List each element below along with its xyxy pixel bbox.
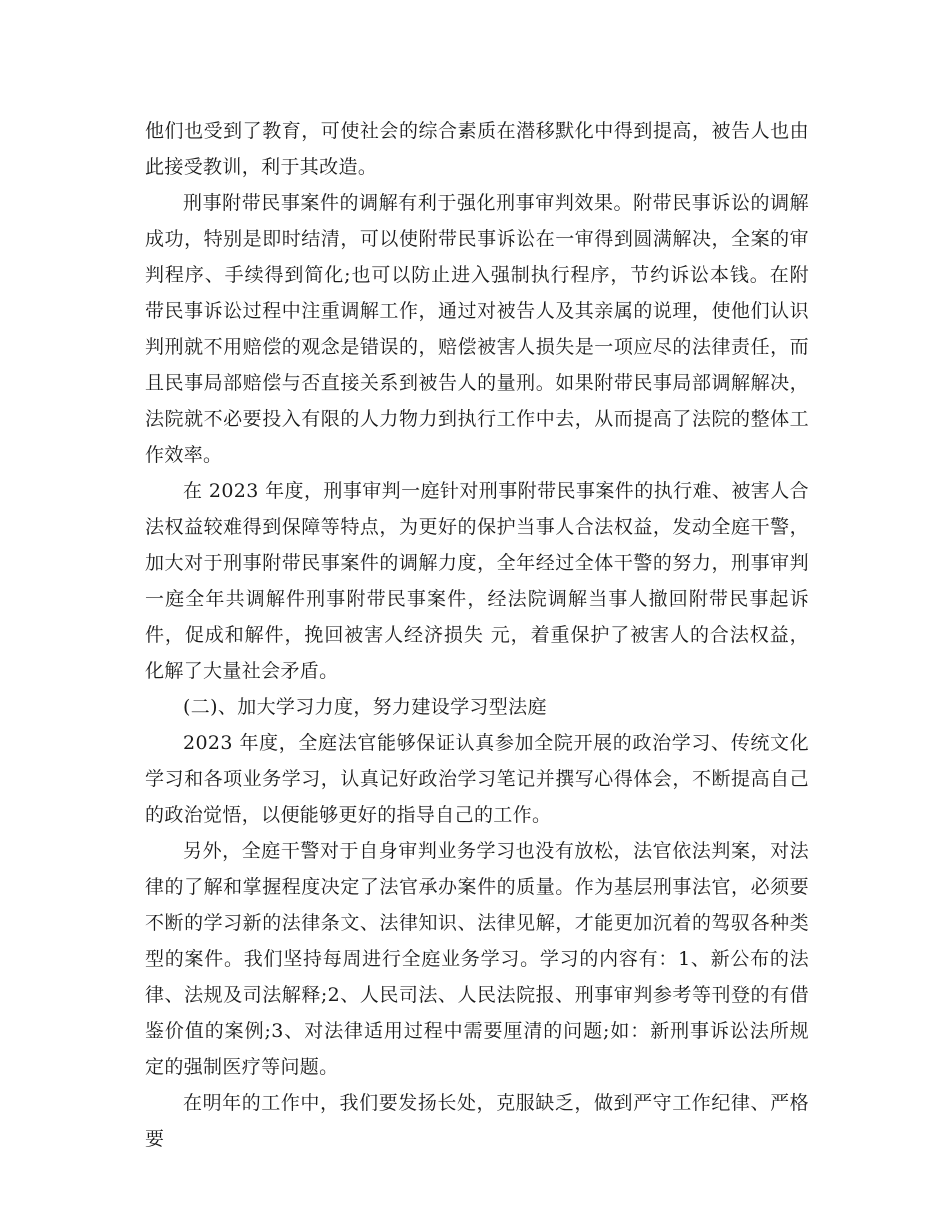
paragraph-business-study: 另外，全庭干警对于自身审判业务学习也没有放松，法官依法判案，对法律的了解和掌握程度决定了法官承办案件的质量。作为基层刑事法官，必须要不断的学习新的法律条文、法律知识、法律见解，才能更加沉着的驾驭各种类型的案件。我们坚持每周进行全庭业务学习。学习的内容有：1、新公布的法律、法规及司法解释;2、人民司法、人民法院报、刑事审判参考等刊登的有借鉴价值的案例;3、对法律适用过程中需要厘清的问题;如：新刑事诉讼法所规定的强制医疗等问题。: [145, 840, 809, 1078]
paragraph-2023-mediation: 在 2023 年度，刑事审判一庭针对刑事附带民事案件的执行难、被害人合法权益较难得到保障等特点，为更好的保护当事人合法权益，发动全庭干警，加大对于刑事附带民事案件的调解力度，全年经过全体干警的努力，刑事审判一庭全年共调解件刑事附带民事案件，经法院调解当事人撤回附带民事起诉 件，促成和解件，挽回被害人经济损失 元，着重保护了被害人的合法权益，化解了大量社会矛盾。: [145, 480, 809, 682]
paragraph-mediation-benefits: 刑事附带民事案件的调解有利于强化刑事审判效果。附带民事诉讼的调解成功，特别是即时结清，可以使附带民事诉讼在一审得到圆满解决，全案的审判程序、手续得到简化;也可以防止进入强制执行程序，节约诉讼本钱。在附带民事诉讼过程中注重调解工作，通过对被告人及其亲属的说理，使他们认识判刑就不用赔偿的观念是错误的，赔偿被害人损失是一项应尽的法律责任，而且民事局部赔偿与否直接关系到被告人的量刑。如果附带民事局部调解解决，法院就不必要投入有限的人力物力到执行工作中去，从而提高了法院的整体工作效率。: [145, 192, 809, 466]
section-heading-study: (二)、加大学习力度，努力建设学习型法庭: [183, 696, 547, 718]
paragraph-continuation: 他们也受到了教育，可使社会的综合素质在潜移默化中得到提高，被告人也由此接受教训，利于其改造。: [145, 120, 809, 178]
paragraph-next-year: 在明年的工作中，我们要发扬长处，克服缺乏，做到严守工作纪律、严格要: [145, 1092, 809, 1150]
document-body: [145, 113, 809, 1157]
paragraph-2023-study: 2023 年度，全庭法官能够保证认真参加全院开展的政治学习、传统文化学习和各项业务学习，认真记好政治学习笔记并撰写心得体会，不断提高自己的政治觉悟，以便能够更好的指导自己的工作。: [145, 732, 809, 826]
